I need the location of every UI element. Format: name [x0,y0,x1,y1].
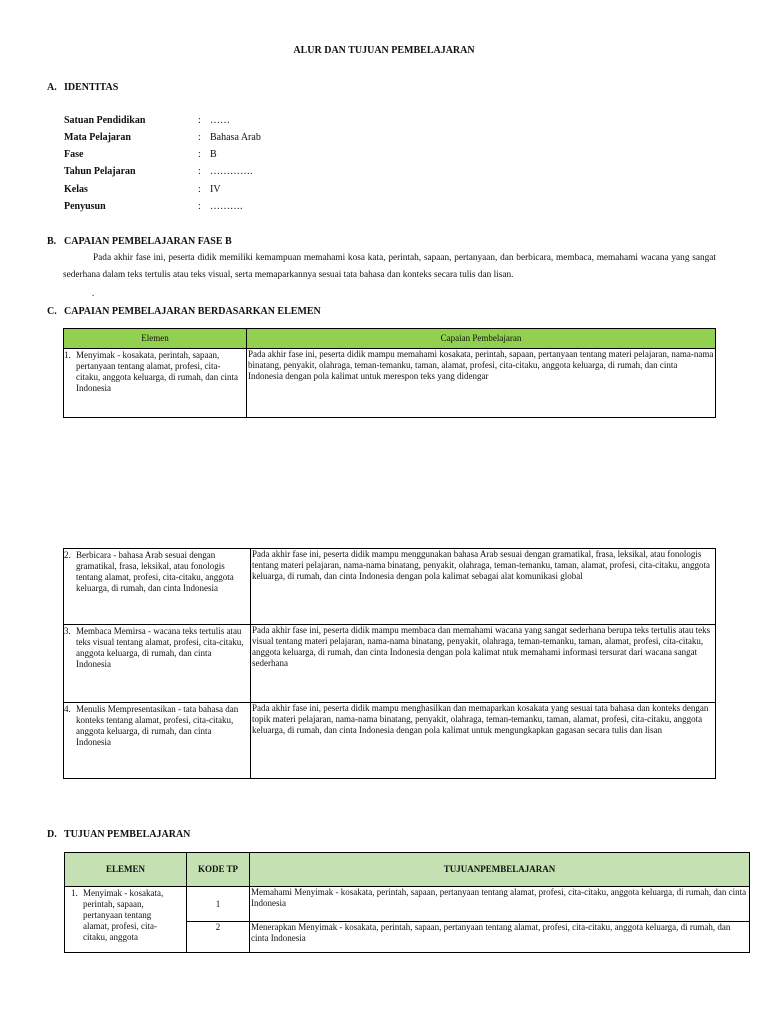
identity-colon: : [198,184,201,195]
tujuan-cell: Menerapkan Menyimak - kosakata, perintah, sapaan, pertanyaan tentang alamat, profesi, cita-citaku, anggota keluarga, di rumah, dan cinta Indonesia [250,922,750,953]
row-number: 1. [71,888,78,898]
identity-row [64,115,464,129]
stray-dot: . [92,288,95,298]
section-c-heading [47,306,447,320]
elemen-table-continued [63,548,716,779]
capaian-cell: Pada akhir fase ini, peserta didik mampu membaca dan memahami wacana yang sangat sederhana berupa teks tertulis atau teks visual tentang materi pelajaran, nama-nama binatang, penyakit, olahraga, teman-temanku, taman, alamat, profesi, cita-citaku, anggota keluarga, di rumah, dan cinta Indonesia dengan pola kalimat ntuk memahami informasi tersurat dari wacana sangat sederhana [251,625,716,703]
column-header: Elemen [64,329,247,349]
row-number: 4. [64,704,71,714]
identity-value: IV [210,184,221,195]
document-title: ALUR DAN TUJUAN PEMBELAJARAN [293,45,475,56]
identity-label: Kelas [64,184,88,195]
section-letter: A. [47,82,57,93]
identity-label: Satuan Pendidikan [64,115,146,126]
tujuan-pembelajaran-table [64,852,750,953]
row-number: 2. [64,550,71,560]
identity-label: Tahun Pelajaran [64,166,136,177]
identity-row [64,184,464,198]
table-row [65,887,750,922]
kode-tp-cell: 1 [187,887,250,922]
row-number: 3. [64,626,71,636]
identity-value: ………. [210,201,243,212]
section-title: CAPAIAN PEMBELAJARAN BERDASARKAN ELEMEN [64,306,321,317]
elemen-table [63,328,716,418]
capaian-cell: Pada akhir fase ini, peserta didik mampu memahami kosakata, perintah, sapaan, pertanyaan tentang materi pelajaran, nama-nama binatang, penyakit, olahraga, teman-temanku, taman, alamat, profesi, cita-citaku, anggota keluarga, di rumah, dan cinta Indonesia dengan pola kalimat untuk merespon teks yang didengar [247,349,716,418]
elemen-cell [64,703,251,779]
identity-row [64,149,464,163]
identity-label: Penyusun [64,201,106,212]
section-letter: D. [47,829,57,840]
column-header: Capaian Pembelajaran [247,329,716,349]
identity-value: …………. [210,166,253,177]
elemen-text: Membaca Memirsa - wacana teks tertulis atau teks visual tentang alamat, profesi, cita-citaku, anggota keluarga, di rumah, dan cinta Indonesia [76,626,244,669]
identity-row [64,201,464,215]
section-b-heading [47,236,347,250]
capaian-cell: Pada akhir fase ini, peserta didik mampu menggunakan bahasa Arab sesuai dengan gramatikal, frasa, leksikal, atau fonologis tentang materi pelajaran, nama-nama binatang, penyakit, olahraga, teman-temanku, taman, alamat, profesi, cita-citaku, anggota keluarga, di rumah, dan cinta Indonesia dengan pola kalimat sebagai alat komunikasi global [251,549,716,625]
column-header: ELEMEN [65,853,187,887]
elemen-cell [64,625,251,703]
identity-colon: : [198,149,201,160]
identity-colon: : [198,201,201,212]
section-title: CAPAIAN PEMBELAJARAN FASE B [64,236,232,247]
section-d-heading [47,829,347,843]
table-row [64,703,716,779]
section-letter: B. [47,236,57,247]
identity-colon: : [198,132,201,143]
row-number: 1. [64,350,71,360]
identity-row [64,166,464,180]
identity-value: B [210,149,217,160]
elemen-cell [64,349,247,418]
capaian-fase-text: Pada akhir fase ini, peserta didik memiliki kemampuan memahami kosa kata, perintah, sapaan, pertanyaan, dan berbicara, membaca, memahami wacana yang sangat sederhana dalam teks tertulis atau teks visual, serta memaparkannya sesuai tata bahasa dan konteks secara tulis dan lisan. [63,253,716,280]
table-row [64,549,716,625]
section-title: IDENTITAS [64,82,119,93]
section-letter: C. [47,306,57,317]
column-header: TUJUANPEMBELAJARAN [250,853,750,887]
identity-label: Fase [64,149,84,160]
tujuan-cell: Memahami Menyimak - kosakata, perintah, sapaan, pertanyaan tentang alamat, profesi, cita-citaku, anggota keluarga, di rumah, dan cinta Indonesia [250,887,750,922]
elemen-text: Menyimak - kosakata, perintah, sapaan, pertanyaan tentang alamat, profesi, cita-citaku, anggota keluarga, di rumah, dan cinta Indonesia [76,350,239,393]
elemen-text: Berbicara - bahasa Arab sesuai dengan gramatikal, frasa, leksikal, atau fonologis tentang alamat, profesi, cita-citaku, anggota keluarga, di rumah, dan cinta Indonesia [76,550,234,593]
kode-tp-cell: 2 [187,922,250,953]
capaian-cell: Pada akhir fase ini, peserta didik mampu menghasilkan dan memaparkan kosakata yang sesuai tata bahasa dan konteks dengan topik materi pelajaran, nama-nama binatang, penyakit, olahraga, teman-temanku, taman, alamat, profesi, cita-citaku, anggota keluarga, di rumah, dan cinta Indonesia dengan pola kalimat untuk mengungkapkan gagasan secara tulis dan lisan [251,703,716,779]
capaian-fase-paragraph [63,250,716,284]
column-header: KODE TP [187,853,250,887]
identity-value: …… [210,115,230,126]
identity-colon: : [198,166,201,177]
identity-row [64,132,464,146]
table-row [64,625,716,703]
identity-value: Bahasa Arab [210,132,261,143]
identity-colon: : [198,115,201,126]
elemen-text: Menulis Mempresentasikan - tata bahasa dan konteks tentang alamat, profesi, cita-citaku, anggota keluarga, di rumah, dan cinta Indonesia [76,704,239,747]
section-a-heading [47,82,347,96]
elemen-cell [64,549,251,625]
elemen-cell [65,887,187,953]
identity-label: Mata Pelajaran [64,132,131,143]
section-title: TUJUAN PEMBELAJARAN [64,829,191,840]
table-row [64,349,716,418]
elemen-text: Menyimak - kosakata, perintah, sapaan, pertanyaan tentang alamat, profesi, cita-citaku, anggota [83,888,164,942]
